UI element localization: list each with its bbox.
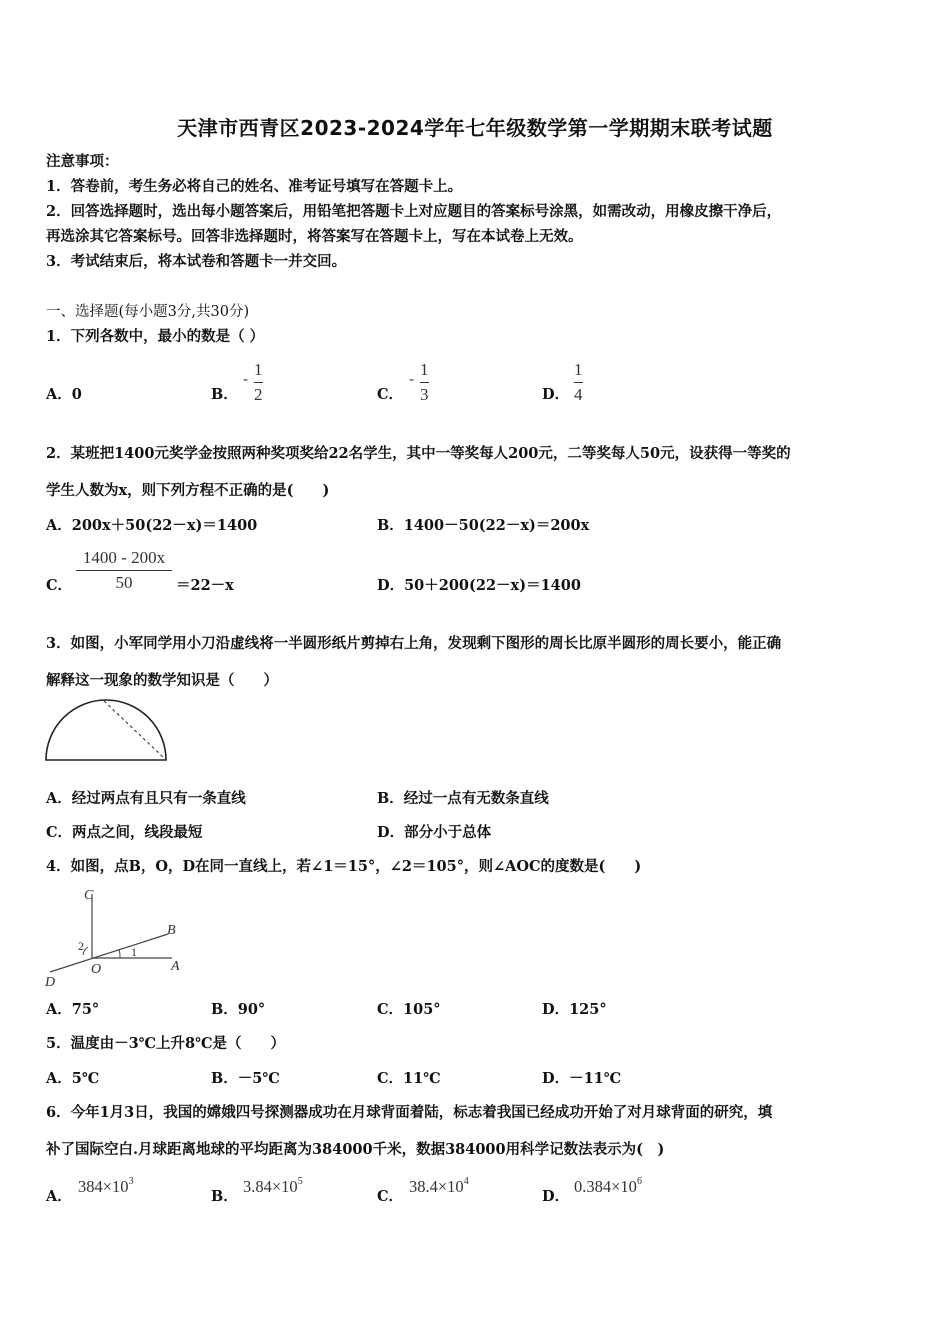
q6-b-base: 3.84×10: [243, 1177, 298, 1196]
q5-option-b: B．－5℃: [211, 1070, 280, 1087]
label-o: O: [91, 962, 102, 977]
q3-option-b: B．经过一点有无数条直线: [377, 790, 549, 807]
q1-d-numerator: 1: [574, 360, 583, 379]
label-d: D: [45, 975, 56, 990]
q1-b-denominator: 2: [254, 385, 263, 404]
q2-stem-1: 2．某班把1400元奖学金按照两种奖项奖给22名学生，其中一等奖每人200元，二等奖每人50元，设获得一等奖的: [46, 445, 791, 462]
q1-stem: 1．下列各数中，最小的数是（ ）: [46, 328, 265, 345]
q2-stem-2: 学生人数为x，则下列方程不正确的是( ): [46, 482, 330, 499]
q6-c-exponent: 4: [463, 1175, 469, 1187]
q6-c-value: [409, 1177, 469, 1197]
angle-figure: [44, 884, 184, 992]
q1-option-d: D．: [542, 386, 570, 403]
q6-option-b: B．: [211, 1188, 238, 1205]
q6-d-exponent: 6: [636, 1175, 642, 1187]
q4-option-d: D．125°: [542, 1001, 607, 1018]
line-bd: [50, 934, 168, 972]
q6-option-d: D．: [542, 1188, 570, 1205]
q5-option-c: C．11℃: [377, 1070, 441, 1087]
q4-stem: 4．如图，点B，O，D在同一直线上，若∠1＝15°，∠2＝105°，则∠AOC的度数是( ): [46, 858, 642, 875]
q3-option-d: D．部分小于总体: [377, 824, 492, 841]
page-title: 天津市西青区2023-2024学年七年级数学第一学期期末联考试题: [177, 116, 773, 140]
q4-option-b: B．90°: [211, 1001, 266, 1018]
q1-b-sign: -: [243, 370, 249, 388]
notice-line-2b: 再选涂其它答案标号。回答非选择题时，将答案写在答题卡上，写在本试卷上无效。: [46, 228, 583, 245]
label-b: B: [167, 923, 176, 938]
q6-d-base: 0.384×10: [574, 1177, 637, 1196]
q1-option-c: C．: [377, 386, 404, 403]
q5-option-a: A．5℃: [46, 1070, 100, 1087]
q6-option-a: A．: [46, 1188, 72, 1205]
q6-a-exponent: 3: [128, 1175, 134, 1187]
notice-line-3: 3．考试结束后，将本试卷和答题卡一并交回。: [46, 253, 347, 270]
q5-option-d: D．－11℃: [542, 1070, 622, 1087]
q3-option-c: C．两点之间，线段最短: [46, 824, 203, 841]
notice-line-2a: 2．回答选择题时，选出每小题答案后，用铅笔把答题卡上对应题目的答案标号涂黑，如需改动，用橡皮擦干净后，: [46, 203, 782, 220]
q6-stem-1: 6．今年1月3日，我国的嫦娥四号探测器成功在月球背面着陆，标志着我国已经成功开始了对月球背面的研究，填: [46, 1104, 773, 1121]
angle-1-arc: [119, 949, 120, 958]
label-a: A: [171, 959, 180, 974]
semicircle-outline: [46, 700, 166, 760]
q5-stem: 5．温度由－3℃上升8℃是（ ）: [46, 1035, 286, 1052]
q1-c-denominator: 3: [420, 385, 429, 404]
q4-option-c: C．105°: [377, 1001, 441, 1018]
q6-b-exponent: 5: [297, 1175, 303, 1187]
q1-option-b: B．: [211, 386, 238, 403]
semicircle-figure: [44, 700, 168, 764]
q1-b-fraction: [254, 360, 263, 405]
q6-a-base: 384×10: [78, 1177, 129, 1196]
q6-a-value: [78, 1177, 134, 1197]
q3-stem-2: 解释这一现象的数学知识是（ ）: [46, 672, 278, 689]
q6-d-value: [574, 1177, 642, 1197]
notice-line-1: 1．答卷前，考生务必将自己的姓名、准考证号填写在答题卡上。: [46, 178, 463, 195]
q4-option-a: A．75°: [46, 1001, 100, 1018]
label-angle-2: 2: [78, 939, 84, 953]
q3-option-a: A．经过两点有且只有一条直线: [46, 790, 246, 807]
q1-c-fraction: [420, 360, 429, 405]
q2-option-d: D．50＋200(22－x)＝1400: [377, 577, 581, 594]
q1-option-a: A．0: [46, 386, 82, 403]
cut-dashed-line: [104, 701, 164, 758]
q1-c-numerator: 1: [420, 360, 429, 379]
q1-d-fraction: [574, 360, 583, 405]
q2-c-fraction: [76, 548, 172, 593]
q2-c-numerator: 1400 - 200x: [82, 548, 166, 567]
q1-c-sign: -: [409, 370, 415, 388]
section-heading: 一、选择题(每小题3分,共30分): [46, 304, 250, 320]
q2-c-rest: ＝22－x: [176, 577, 234, 594]
notice-heading: 注意事项：: [46, 153, 119, 170]
q6-b-value: [243, 1177, 303, 1197]
q6-c-base: 38.4×10: [409, 1177, 464, 1196]
q6-option-c: C．: [377, 1188, 404, 1205]
label-angle-1: 1: [131, 945, 137, 959]
q2-option-a: A．200x＋50(22－x)＝1400: [46, 517, 258, 534]
q2-option-b: B．1400－50(22－x)＝200x: [377, 517, 590, 534]
q2-c-denominator: 50: [115, 573, 133, 592]
q2-option-c: C．: [46, 577, 73, 594]
q1-b-numerator: 1: [254, 360, 263, 379]
q3-stem-1: 3．如图，小军同学用小刀沿虚线将一半圆形纸片剪掉右上角，发现剩下图形的周长比原半圆形的周长要小，能正确: [46, 635, 782, 652]
q6-stem-2: 补了国际空白.月球距离地球的平均距离为384000千米，数据384000用科学记数法表示为( ): [46, 1141, 665, 1158]
q1-d-denominator: 4: [574, 385, 583, 404]
label-c: C: [84, 888, 94, 903]
